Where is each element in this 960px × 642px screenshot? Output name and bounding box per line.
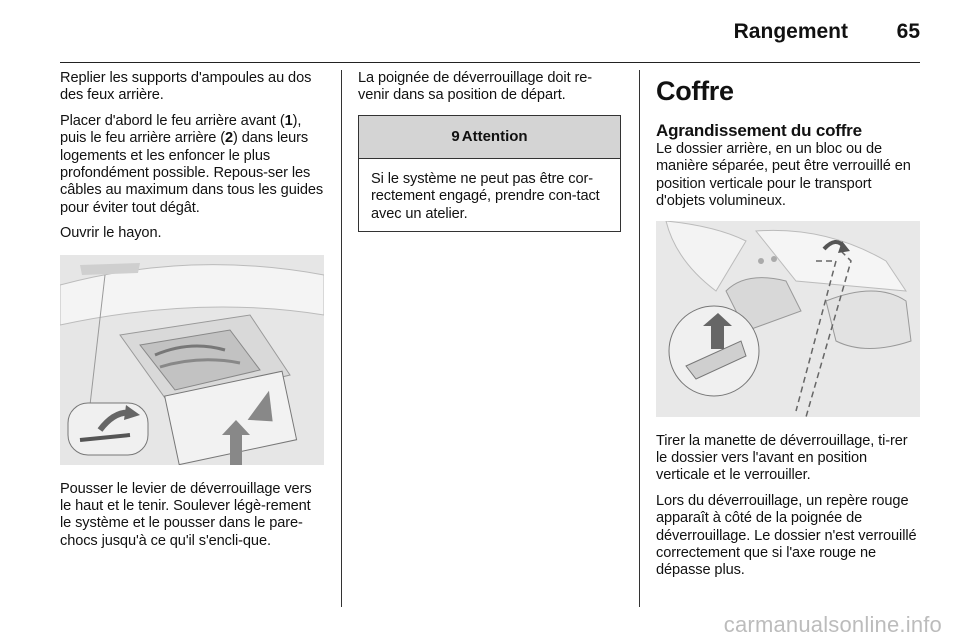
warning-title: Attention (461, 128, 528, 146)
section-title: Coffre (656, 76, 734, 106)
warning-header (359, 116, 620, 159)
paragraph-red-mark: Lors du déverrouillage, un repère rouge apparaît à côté de la poignée de déverrouillage. Le dossier n'est verrouillé correctement que si l'axe rouge ne dépasse plus. (656, 492, 917, 579)
ref-number-1: 1 (284, 112, 293, 129)
paragraph-push-lever: Pousser le levier de déverrouillage vers le haut et le tenir. Soulever légè-rement le système et le pousser dans le pare-chocs jusqu'à ce qu'il s'encli-que. (60, 480, 312, 549)
watermark: carmanualsonline.info (723, 612, 942, 637)
header-title: Rangement (733, 20, 848, 43)
rear-seat-drawing (656, 221, 920, 417)
text-run: ), puis le feu arrière arrière ( (60, 112, 302, 147)
page-header (60, 0, 920, 63)
paragraph-handle-return: La poignée de déverrouillage doit re-venir dans sa position de départ. (358, 70, 593, 104)
subsection-title: Agrandissement du coffre (656, 121, 862, 140)
ref-number-2: 2 (225, 130, 234, 147)
bike-carrier-drawing (60, 255, 324, 465)
column-middle (358, 70, 621, 232)
text-run: ) dans leurs logements et les enfoncer le plus profondément possible. Repous-ser les câbles au maximum dans tous les guides pour éviter tout dégât. (60, 130, 324, 216)
warning-text: Si le système ne peut pas être cor-rectement engagé, prendre con-tact avec un atelier. (371, 170, 600, 222)
paragraph-fold-bulb-holders: Replier les supports d'ampoules au dos des feux arrière. (60, 70, 312, 104)
column-right (656, 70, 920, 588)
paragraph-open-tailgate: Ouvrir le hayon. (60, 225, 162, 242)
warning-icon: 9 (451, 128, 460, 146)
rear-seat-illustration (656, 221, 920, 417)
warning-box (358, 115, 621, 232)
column-divider-2 (639, 70, 640, 607)
column-divider-1 (341, 70, 342, 607)
column-left (60, 70, 324, 558)
paragraph-pull-handle: Tirer la manette de déverrouillage, ti-rer le dossier vers l'avant en position verticale et le verrouiller. (656, 432, 908, 484)
warning-body (359, 159, 620, 231)
paragraph-backrest-lock: Le dossier arrière, en un bloc ou de manière séparée, peut être verrouillé en position verticale pour le transport d'objets volumineux. (656, 141, 911, 210)
page-number: 65 (896, 20, 920, 43)
paragraph-place-lights (60, 113, 324, 217)
text-run: Placer d'abord le feu arrière avant ( (60, 112, 285, 129)
bike-carrier-illustration (60, 255, 324, 465)
